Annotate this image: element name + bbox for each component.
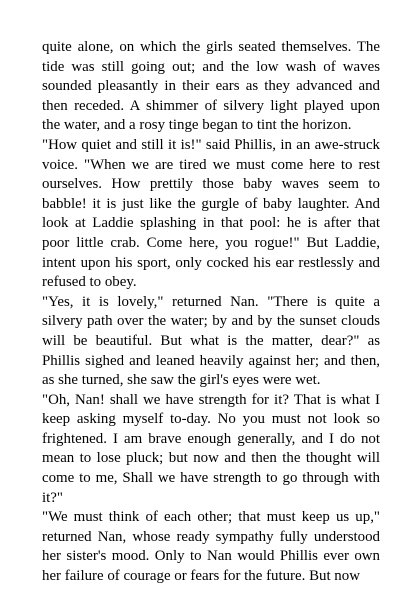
paragraph: quite alone, on which the girls seated themselves. The tide was still going out; and the low wash of waves sounded pleasantly in their ears as they advanced and then receded. A shimmer of silvery light played upon the water, and a rosy tinge began to tint the horizon.	[42, 39, 380, 134]
paragraph: "Yes, it is lovely," returned Nan. "There is quite a silvery path over the water; by and by the sunset clouds will be beautiful. But what is the matter, dear?" as Phillis sighed and leaned heavily against her; and then, as she turned, she saw the girl's eyes were wet.	[42, 293, 380, 389]
page-body	[42, 38, 380, 587]
paragraph: "We must think of each other; that must keep us up," returned Nan, whose ready sympathy fully understood her sister's mood. Only to Nan would Phillis ever own her failure of courage or fears for the future. But now	[42, 509, 380, 585]
paragraph: "Oh, Nan! shall we have strength for it? That is what I keep asking myself to-day. No you must not look so frightened. I am brave enough generally, and I do not mean to lose pluck; but now and then the thought will come to me, Shall we have strength to go through with it?"	[42, 391, 380, 506]
paragraph: "How quiet and still it is!" said Phillis, in an awe-struck voice. "When we are tired we must come here to rest ourselves. How prettily those baby waves seem to babble! it is just like the gurgle of baby laughter. And look at Laddie splashing in that pool: he is after that poor little crab. Come here, you rogue!" But Laddie, intent upon his sport, only cocked his ear restlessly and refused to obey.	[42, 136, 380, 291]
